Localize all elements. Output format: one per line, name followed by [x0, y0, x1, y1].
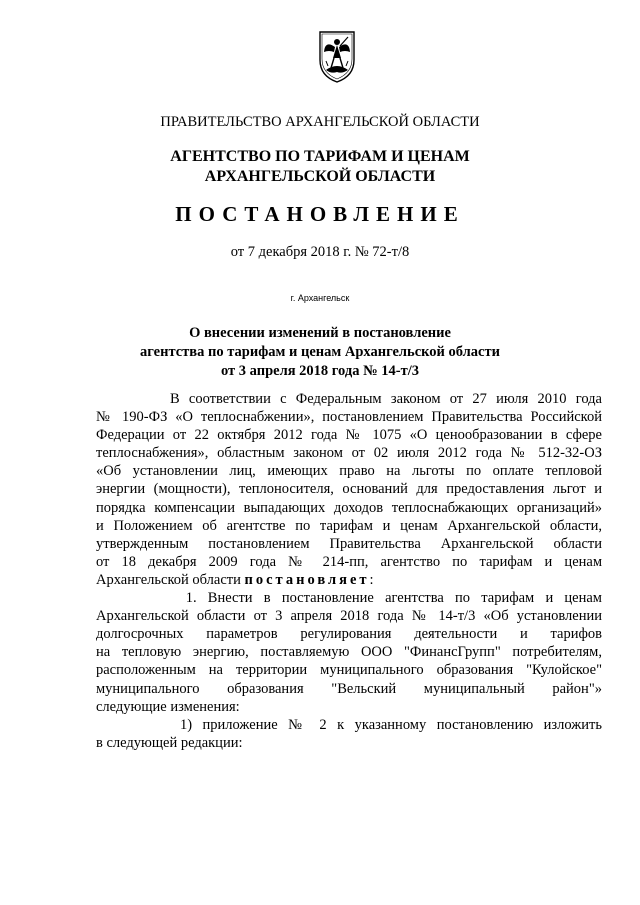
- government-title: ПРАВИТЕЛЬСТВО АРХАНГЕЛЬСКОЙ ОБЛАСТИ: [160, 114, 480, 130]
- body-line-suffix: :: [369, 571, 374, 588]
- document-city: г. Архангельск: [290, 293, 350, 303]
- body-line: «Об установлении лиц, имеющих право на льготы по оплате тепловой: [96, 463, 602, 480]
- body-line: утвержденным постановлением Правительства Архангельской области: [96, 535, 602, 552]
- body-line: на тепловую энергию, поставляемую ООО "ФинансГрупп" потребителям,: [96, 644, 602, 661]
- body-line: от 18 декабря 2009 года № 214-пп, агентство по тарифам и ценам: [96, 553, 602, 570]
- document-body: [96, 390, 602, 752]
- resolves-word: постановляет: [244, 571, 370, 588]
- agency-title-line1: АГЕНТСТВО ПО ТАРИФАМ И ЦЕНАМ: [170, 148, 470, 165]
- body-line: в следующей редакции:: [96, 734, 243, 751]
- subject-line3: от 3 апреля 2018 года № 14-т/3: [220, 363, 419, 379]
- document-date-number: от 7 декабря 2018 г. № 72-т/8: [230, 244, 410, 260]
- body-line: 1. Внести в постановление агентства по тарифам и ценам: [96, 590, 602, 607]
- body-line: порядка компенсации выпадающих доходов теплоснабжающих организаций»: [96, 499, 602, 516]
- subject-line1: О внесении изменений в постановление: [189, 325, 451, 341]
- body-line-prefix: Архангельской области: [96, 571, 245, 588]
- body-line: Архангельской области от 3 апреля 2018 года № 14-т/3 «Об установлении: [96, 608, 602, 625]
- document-type-heading: ПОСТАНОВЛЕНИЕ: [175, 202, 465, 226]
- coat-of-arms-icon: [316, 28, 358, 84]
- agency-title: [96, 147, 544, 187]
- agency-title-line2: АРХАНГЕЛЬСКОЙ ОБЛАСТИ: [204, 168, 436, 185]
- body-line: 1) приложение № 2 к указанному постановлению изложить: [96, 716, 602, 733]
- body-line-resolves: [96, 571, 602, 589]
- body-line: долгосрочных параметров регулирования деятельности и тарифов: [96, 626, 602, 643]
- body-line: Федерации от 22 октября 2012 года № 1075 «О ценообразовании в сфере: [96, 427, 602, 444]
- body-line: № 190-ФЗ «О теплоснабжении», постановлением Правительства Российской: [96, 409, 602, 426]
- body-line: энергии (мощности), теплоносителя, оснований для предоставления льгот и: [96, 481, 602, 498]
- body-line: теплоснабжения», областным законом от 02 июля 2012 года № 512-32-ОЗ: [96, 445, 602, 462]
- document-subject: [96, 324, 544, 381]
- body-line: следующие изменения:: [96, 698, 240, 715]
- body-line: муниципального образования "Вельский муниципальный район"»: [96, 680, 602, 697]
- body-line: расположенным на территории муниципального образования "Кулойское": [96, 662, 602, 679]
- subject-line2: агентства по тарифам и ценам Архангельской области: [140, 344, 500, 360]
- body-line: В соответствии с Федеральным законом от 27 июля 2010 года: [96, 391, 602, 407]
- body-line: и Положением об агентстве по тарифам и ценам Архангельской области,: [96, 517, 602, 534]
